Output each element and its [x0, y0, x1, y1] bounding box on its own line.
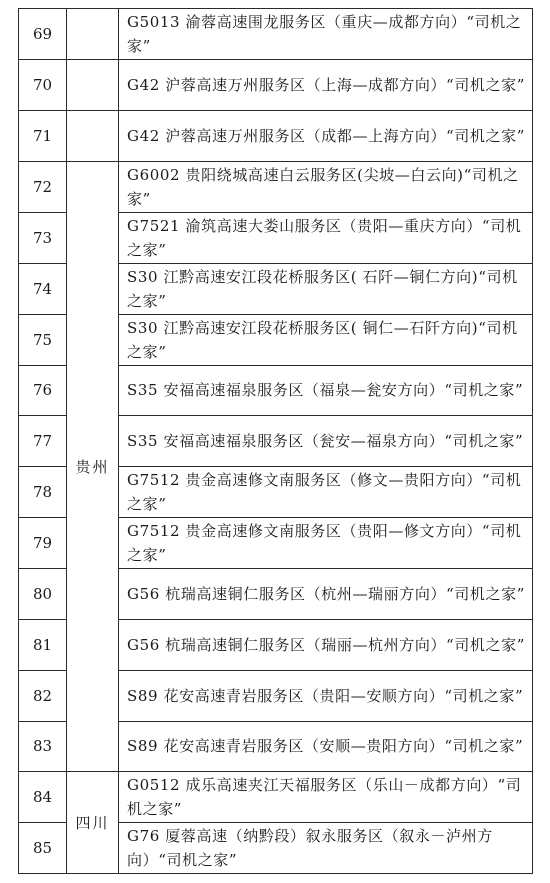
service-area-name: G7512 贵金高速修文南服务区（贵阳—修文方向）“司机之家”: [119, 518, 533, 569]
service-area-name: G76 厦蓉高速（纳黔段）叙永服务区（叙永－泸州方向）“司机之家”: [119, 823, 533, 874]
table-row: [19, 772, 533, 823]
row-number: 77: [19, 416, 67, 467]
province-cell-chongqing: [67, 9, 119, 60]
service-area-name: G42 沪蓉高速万州服务区（成都—上海方向）“司机之家”: [119, 110, 533, 161]
row-number: 78: [19, 467, 67, 518]
table-row: [19, 60, 533, 111]
service-area-name: G42 沪蓉高速万州服务区（上海—成都方向）“司机之家”: [119, 60, 533, 111]
row-number: 74: [19, 263, 67, 314]
table-row: [19, 9, 533, 60]
row-number: 82: [19, 670, 67, 721]
service-area-name: G7512 贵金高速修文南服务区（修文—贵阳方向）“司机之家”: [119, 467, 533, 518]
row-number: 80: [19, 569, 67, 620]
service-area-name: S30 江黔高速安江段花桥服务区( 石阡—铜仁方向)“司机之家”: [119, 263, 533, 314]
row-number: 81: [19, 619, 67, 670]
row-number: 84: [19, 772, 67, 823]
province-cell-chongqing: [67, 110, 119, 161]
row-number: 83: [19, 721, 67, 772]
table-row: [19, 161, 533, 212]
service-area-name: G56 杭瑞高速铜仁服务区（杭州—瑞丽方向）“司机之家”: [119, 569, 533, 620]
row-number: 70: [19, 60, 67, 111]
service-area-name: S35 安福高速福泉服务区（福泉—瓮安方向）“司机之家”: [119, 365, 533, 416]
service-area-name: G6002 贵阳绕城高速白云服务区(尖坡—白云向)“司机之家”: [119, 161, 533, 212]
service-area-name: G56 杭瑞高速铜仁服务区（瑞丽—杭州方向）“司机之家”: [119, 619, 533, 670]
service-area-name: S89 花安高速青岩服务区（贵阳—安顺方向）“司机之家”: [119, 670, 533, 721]
service-area-name: G7521 渝筑高速大娄山服务区（贵阳—重庆方向）“司机之家”: [119, 212, 533, 263]
row-number: 79: [19, 518, 67, 569]
service-area-name: G5013 渝蓉高速围龙服务区（重庆—成都方向）“司机之家”: [119, 9, 533, 60]
row-number: 85: [19, 823, 67, 874]
row-number: 71: [19, 110, 67, 161]
service-area-name: G0512 成乐高速夹江天福服务区（乐山－成都方向）“司机之家”: [119, 772, 533, 823]
row-number: 69: [19, 9, 67, 60]
service-area-name: S89 花安高速青岩服务区（安顺—贵阳方向）“司机之家”: [119, 721, 533, 772]
province-cell-chongqing: [67, 60, 119, 111]
table-row: [19, 110, 533, 161]
service-area-name: S30 江黔高速安江段花桥服务区( 铜仁—石阡方向)“司机之家”: [119, 314, 533, 365]
row-number: 75: [19, 314, 67, 365]
service-area-table: [18, 8, 533, 874]
row-number: 73: [19, 212, 67, 263]
row-number: 72: [19, 161, 67, 212]
province-sichuan: 四川: [67, 772, 119, 874]
row-number: 76: [19, 365, 67, 416]
service-area-name: S35 安福高速福泉服务区（瓮安—福泉方向）“司机之家”: [119, 416, 533, 467]
province-guizhou: 贵州: [67, 161, 119, 772]
